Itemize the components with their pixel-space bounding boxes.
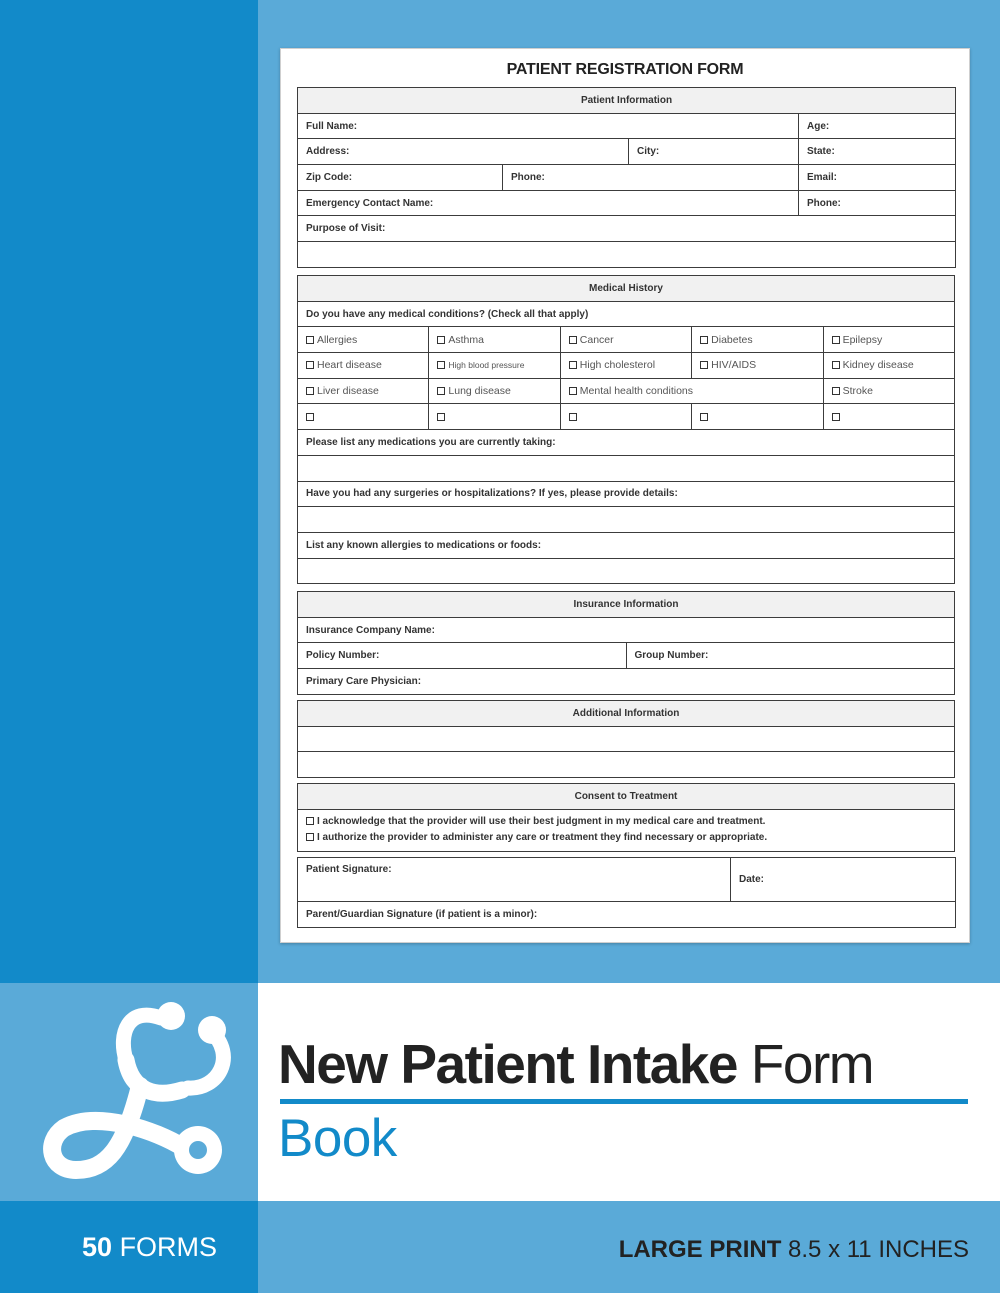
condition-other-1[interactable] [298, 404, 429, 430]
cover-subtitle: Book [278, 1109, 397, 1168]
condition-other-5[interactable] [823, 404, 954, 430]
condition-allergies[interactable]: Allergies [298, 327, 429, 353]
guardian-signature-field[interactable]: Parent/Guardian Signature (if patient is a minor): [298, 902, 956, 928]
checkbox-icon[interactable] [437, 413, 445, 421]
left-color-band [0, 0, 258, 983]
checkbox-icon[interactable] [700, 336, 708, 344]
condition-lung-disease[interactable]: Lung disease [429, 378, 560, 404]
phone-field[interactable]: Phone: [503, 165, 799, 191]
checkbox-icon[interactable] [306, 817, 314, 825]
condition-high-cholesterol[interactable]: High cholesterol [560, 353, 691, 379]
checkbox-icon[interactable] [306, 833, 314, 841]
checkbox-icon[interactable] [569, 387, 577, 395]
condition-diabetes[interactable]: Diabetes [692, 327, 823, 353]
policy-number-field[interactable]: Policy Number: [298, 643, 627, 669]
checkbox-icon[interactable] [306, 336, 314, 344]
consent-line-authorize[interactable]: I authorize the provider to administer any care or treatment they find necessary or appropriate. [306, 830, 946, 846]
surgeries-blank[interactable] [298, 507, 955, 533]
email-field[interactable]: Email: [799, 165, 956, 191]
insurance-company-field[interactable]: Insurance Company Name: [298, 617, 955, 643]
checkbox-icon[interactable] [569, 361, 577, 369]
additional-information-table [297, 700, 955, 778]
condition-stroke[interactable]: Stroke [823, 378, 954, 404]
conditions-question: Do you have any medical conditions? (Check all that apply) [298, 301, 955, 327]
additional-blank-2[interactable] [298, 752, 955, 778]
checkbox-icon[interactable] [832, 413, 840, 421]
purpose-of-visit-blank[interactable] [298, 242, 956, 268]
emergency-contact-field[interactable]: Emergency Contact Name: [298, 190, 799, 216]
additional-blank-1[interactable] [298, 726, 955, 752]
checkbox-icon[interactable] [306, 387, 314, 395]
age-field[interactable]: Age: [799, 113, 956, 139]
medications-question: Please list any medications you are currently taking: [298, 430, 955, 456]
checkbox-icon[interactable] [832, 361, 840, 369]
address-field[interactable]: Address: [298, 139, 629, 165]
checkbox-icon[interactable] [569, 336, 577, 344]
condition-heart-disease[interactable]: Heart disease [298, 353, 429, 379]
form-title: PATIENT REGISTRATION FORM [506, 61, 744, 78]
patient-information-table [297, 87, 956, 268]
insurance-information-table [297, 591, 955, 695]
condition-liver-disease[interactable]: Liver disease [298, 378, 429, 404]
city-field[interactable]: City: [629, 139, 799, 165]
signature-table [297, 857, 956, 928]
checkbox-icon[interactable] [437, 361, 445, 369]
condition-kidney-disease[interactable]: Kidney disease [823, 353, 954, 379]
additional-information-header: Additional Information [298, 701, 955, 727]
checkbox-icon[interactable] [832, 336, 840, 344]
checkbox-icon[interactable] [306, 413, 314, 421]
forms-count: 50 FORMS [82, 1232, 218, 1262]
surgeries-question: Have you had any surgeries or hospitalizations? If yes, please provide details: [298, 481, 955, 507]
checkbox-icon[interactable] [437, 336, 445, 344]
primary-care-physician-field[interactable]: Primary Care Physician: [298, 669, 955, 695]
consent-line-acknowledge[interactable]: I acknowledge that the provider will use their best judgment in my medical care and treatment. [306, 814, 946, 830]
allergies-question: List any known allergies to medications or foods: [298, 532, 955, 558]
checkbox-icon[interactable] [700, 361, 708, 369]
form-preview-sheet [280, 48, 970, 943]
title-divider [280, 1099, 968, 1104]
condition-high-blood-pressure[interactable]: High blood pressure [429, 353, 560, 379]
cover-title: New Patient Intake Form [278, 1033, 874, 1095]
condition-other-3[interactable] [560, 404, 691, 430]
condition-other-2[interactable] [429, 404, 560, 430]
allergies-blank[interactable] [298, 558, 955, 584]
checkbox-icon[interactable] [700, 413, 708, 421]
patient-signature-field[interactable]: Patient Signature: [298, 858, 731, 902]
condition-other-4[interactable] [692, 404, 823, 430]
condition-cancer[interactable]: Cancer [560, 327, 691, 353]
date-field[interactable]: Date: [731, 858, 956, 902]
condition-mental-health[interactable]: Mental health conditions [560, 378, 823, 404]
checkbox-icon[interactable] [437, 387, 445, 395]
medications-blank[interactable] [298, 455, 955, 481]
condition-asthma[interactable]: Asthma [429, 327, 560, 353]
condition-hiv-aids[interactable]: HIV/AIDS [692, 353, 823, 379]
insurance-information-header: Insurance Information [298, 592, 955, 618]
full-name-field[interactable]: Full Name: [298, 113, 799, 139]
medical-history-table [297, 275, 955, 584]
checkbox-icon[interactable] [306, 361, 314, 369]
zip-code-field[interactable]: Zip Code: [298, 165, 503, 191]
checkbox-icon[interactable] [569, 413, 577, 421]
medical-history-header: Medical History [298, 276, 955, 302]
print-size-label: LARGE PRINT 8.5 x 11 INCHES [618, 1236, 969, 1263]
emergency-phone-field[interactable]: Phone: [799, 190, 956, 216]
condition-epilepsy[interactable]: Epilepsy [823, 327, 954, 353]
patient-information-header: Patient Information [298, 88, 956, 114]
purpose-of-visit-field[interactable]: Purpose of Visit: [298, 216, 956, 242]
consent-header: Consent to Treatment [298, 784, 955, 810]
group-number-field[interactable]: Group Number: [626, 643, 955, 669]
consent-statements [298, 809, 955, 851]
checkbox-icon[interactable] [832, 387, 840, 395]
stethoscope-icon [36, 1000, 231, 1192]
state-field[interactable]: State: [799, 139, 956, 165]
consent-table [297, 783, 955, 852]
